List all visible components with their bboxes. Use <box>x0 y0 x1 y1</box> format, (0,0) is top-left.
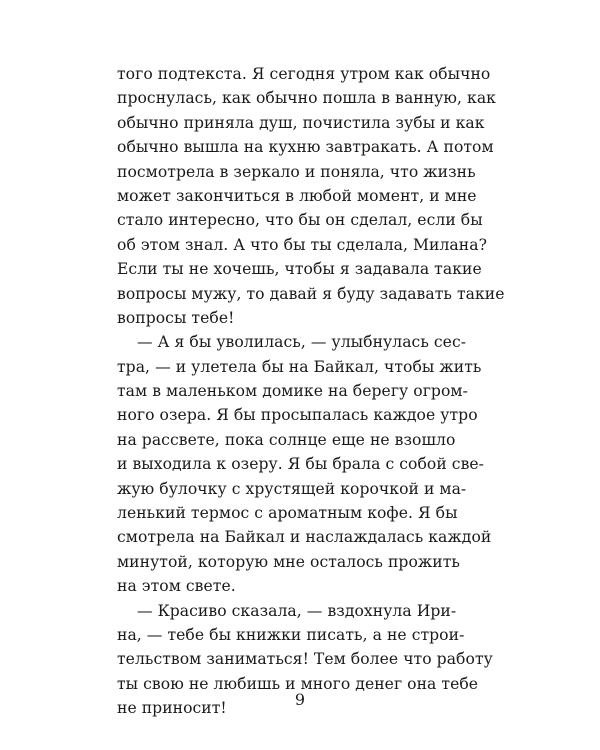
text-line: того подтекста. Я сегодня утром как обычно <box>117 65 491 83</box>
text-line: смотрела на Байкал и наслаждалась каждой <box>117 528 492 547</box>
text-line: и выходила к озеру. Я бы брала с собой све- <box>117 455 485 474</box>
book-page-text <box>117 62 505 721</box>
text-line: проснулась, как обычно пошла в ванную, как <box>117 89 496 108</box>
text-line: на рассвете, пока солнце еще не взошло <box>117 430 456 449</box>
text-line: стало интересно, что бы он сделал, если бы <box>117 211 483 230</box>
text-line: — Красиво сказала, — вздохнула Ири- <box>137 601 457 620</box>
text-line: может закончиться в любой момент, и мне <box>117 186 477 205</box>
text-line: там в маленьком домике на берегу огром- <box>117 382 468 401</box>
text-line: вопросы мужу, то давай я буду задавать такие <box>117 284 505 303</box>
paragraph <box>117 330 492 598</box>
text-line: ного озера. Я бы просыпалась каждое утро <box>117 406 478 425</box>
text-line: — А я бы уволилась, — улыбнулась сес- <box>137 333 467 352</box>
text-line: обычно приняла душ, почистила зубы и как <box>117 113 485 132</box>
text-line: об этом знал. А что бы ты сделала, Милана? <box>117 235 487 254</box>
text-line: тра, — и улетела бы на Байкал, чтобы жить <box>117 357 482 376</box>
text-line: тельством заниматься! Тем более что работу <box>117 650 493 669</box>
text-line: не приносит! <box>117 699 227 718</box>
paragraph <box>117 62 505 330</box>
text-line: ты свою не любишь и много денег она тебе <box>117 674 479 693</box>
text-line: Если ты не хочешь, чтобы я задавала такие <box>117 260 482 279</box>
text-line: на этом свете. <box>117 577 236 596</box>
page-number: 9 <box>294 690 306 709</box>
text-line: минутой, которую мне осталось прожить <box>117 552 460 571</box>
text-line: на, — тебе бы книжки писать, а не строи- <box>117 625 465 644</box>
text-line: ленький термос с ароматным кофе. Я бы <box>117 504 458 523</box>
text-line: жую булочку с хрустящей корочкой и ма- <box>117 479 467 498</box>
text-line: обычно вышла на кухню завтракать. А потом <box>117 138 494 157</box>
text-line: посмотрела в зеркало и поняла, что жизнь <box>117 162 476 181</box>
text-line: вопросы тебе! <box>117 308 235 327</box>
